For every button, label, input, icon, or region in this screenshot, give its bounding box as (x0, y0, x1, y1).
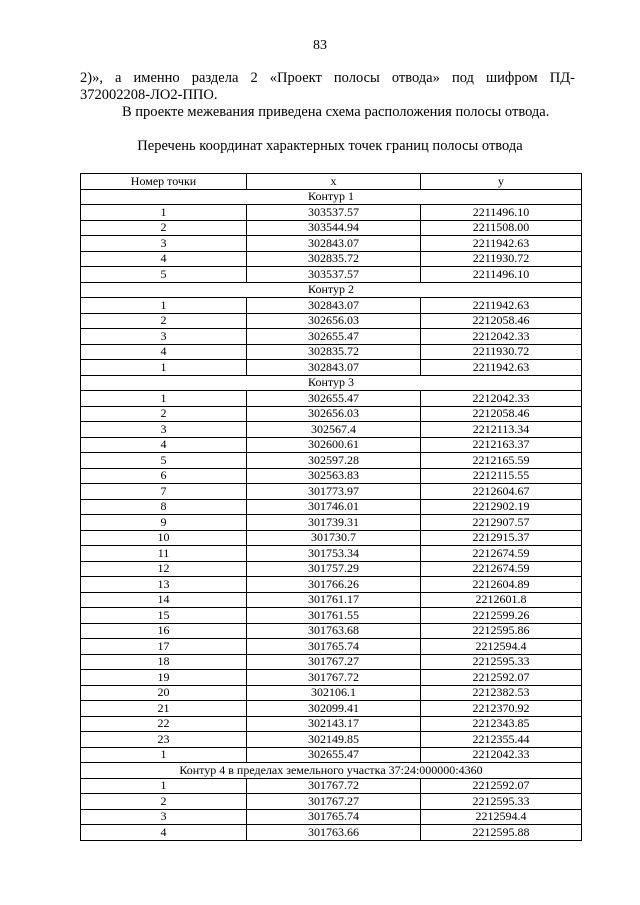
table-row (81, 794, 582, 810)
cell-x: 301765.74 (247, 809, 421, 825)
section-title: Контур 4 в пределах земельного участка 37:24:000000:4360 (81, 763, 582, 779)
cell-y: 2211930.72 (421, 344, 582, 360)
table-row (81, 360, 582, 376)
cell-y: 2212915.37 (421, 530, 582, 546)
cell-x: 302143.17 (247, 716, 421, 732)
cell-y: 2212592.07 (421, 778, 582, 794)
cell-x: 302843.07 (247, 236, 421, 252)
cell-y: 2211942.63 (421, 236, 582, 252)
cell-point-number: 12 (81, 561, 247, 577)
section-title: Контур 1 (81, 189, 582, 205)
table-row (81, 313, 582, 329)
cell-point-number: 2 (81, 220, 247, 236)
cell-point-number: 23 (81, 732, 247, 748)
cell-point-number: 5 (81, 453, 247, 469)
table-row (81, 561, 582, 577)
cell-point-number: 11 (81, 546, 247, 562)
cell-x: 302843.07 (247, 298, 421, 314)
cell-y: 2212113.34 (421, 422, 582, 438)
cell-point-number: 4 (81, 825, 247, 841)
table-row (81, 654, 582, 670)
cell-y: 2212604.67 (421, 484, 582, 500)
coordinates-table (80, 173, 582, 841)
cell-x: 301765.74 (247, 639, 421, 655)
table-row (81, 267, 582, 283)
cell-point-number: 4 (81, 437, 247, 453)
table-row (81, 809, 582, 825)
header-point-number: Номер точки (81, 174, 247, 190)
cell-x: 302149.85 (247, 732, 421, 748)
intro-paragraph (80, 70, 575, 104)
table-row (81, 422, 582, 438)
cell-y: 2211942.63 (421, 360, 582, 376)
cell-point-number: 7 (81, 484, 247, 500)
cell-y: 2212674.59 (421, 546, 582, 562)
cell-point-number: 2 (81, 794, 247, 810)
cell-y: 2212592.07 (421, 670, 582, 686)
cell-point-number: 1 (81, 391, 247, 407)
cell-point-number: 22 (81, 716, 247, 732)
table-row (81, 701, 582, 717)
section-header-row (81, 282, 582, 298)
table-row (81, 236, 582, 252)
cell-point-number: 9 (81, 515, 247, 531)
cell-x: 302563.83 (247, 468, 421, 484)
cell-x: 301746.01 (247, 499, 421, 515)
section-header-row (81, 189, 582, 205)
cell-x: 301767.72 (247, 778, 421, 794)
cell-y: 2212163.37 (421, 437, 582, 453)
section-header-row (81, 375, 582, 391)
cell-point-number: 1 (81, 778, 247, 794)
cell-x: 302597.28 (247, 453, 421, 469)
cell-point-number: 3 (81, 236, 247, 252)
cell-x: 302655.47 (247, 391, 421, 407)
survey-paragraph: В проекте межевания приведена схема расположения полосы отвода. (122, 104, 550, 120)
table-row (81, 406, 582, 422)
table-row (81, 577, 582, 593)
cell-x: 301767.72 (247, 670, 421, 686)
cell-y: 2211496.10 (421, 205, 582, 221)
cell-point-number: 18 (81, 654, 247, 670)
cell-point-number: 1 (81, 298, 247, 314)
cell-point-number: 15 (81, 608, 247, 624)
intro-paragraph-line-1: 2)», а именно раздела 2 «Проект полосы отвода» под шифром ПД- (80, 70, 575, 86)
cell-y: 2211930.72 (421, 251, 582, 267)
cell-x: 302106.1 (247, 685, 421, 701)
cell-x: 301739.31 (247, 515, 421, 531)
cell-y: 2212595.86 (421, 623, 582, 639)
cell-point-number: 10 (81, 530, 247, 546)
cell-y: 2212370.92 (421, 701, 582, 717)
cell-x: 302567.4 (247, 422, 421, 438)
cell-point-number: 4 (81, 251, 247, 267)
cell-x: 301773.97 (247, 484, 421, 500)
cell-y: 2212604.89 (421, 577, 582, 593)
cell-x: 301763.66 (247, 825, 421, 841)
table-row (81, 484, 582, 500)
cell-x: 302843.07 (247, 360, 421, 376)
cell-point-number: 14 (81, 592, 247, 608)
table-row (81, 515, 582, 531)
cell-y: 2212594.4 (421, 639, 582, 655)
coordinates-table-body (81, 189, 582, 840)
header-x: x (247, 174, 421, 190)
cell-x: 302656.03 (247, 406, 421, 422)
cell-point-number: 3 (81, 329, 247, 345)
cell-y: 2212595.33 (421, 794, 582, 810)
table-row (81, 530, 582, 546)
table-row (81, 747, 582, 763)
cell-x: 302600.61 (247, 437, 421, 453)
header-y: y (421, 174, 582, 190)
section-title: Контур 3 (81, 375, 582, 391)
table-row (81, 623, 582, 639)
cell-y: 2212382.53 (421, 685, 582, 701)
table-row (81, 453, 582, 469)
page-number: 83 (313, 38, 327, 53)
cell-point-number: 3 (81, 422, 247, 438)
cell-point-number: 16 (81, 623, 247, 639)
cell-y: 2212674.59 (421, 561, 582, 577)
cell-x: 302835.72 (247, 344, 421, 360)
cell-point-number: 21 (81, 701, 247, 717)
section-title: Контур 2 (81, 282, 582, 298)
cell-point-number: 2 (81, 406, 247, 422)
table-row (81, 344, 582, 360)
cell-x: 302099.41 (247, 701, 421, 717)
table-row (81, 608, 582, 624)
cell-point-number: 19 (81, 670, 247, 686)
table-row (81, 546, 582, 562)
cell-x: 301761.55 (247, 608, 421, 624)
table-row (81, 592, 582, 608)
table-row (81, 391, 582, 407)
section-header-row (81, 763, 582, 779)
cell-y: 2212058.46 (421, 313, 582, 329)
cell-y: 2211942.63 (421, 298, 582, 314)
cell-y: 2212907.57 (421, 515, 582, 531)
cell-x: 302655.47 (247, 747, 421, 763)
cell-x: 301767.27 (247, 794, 421, 810)
cell-x: 301767.27 (247, 654, 421, 670)
cell-y: 2211508.00 (421, 220, 582, 236)
cell-y: 2212042.33 (421, 329, 582, 345)
cell-point-number: 5 (81, 267, 247, 283)
table-row (81, 499, 582, 515)
cell-point-number: 1 (81, 360, 247, 376)
cell-point-number: 1 (81, 747, 247, 763)
table-row (81, 251, 582, 267)
cell-y: 2212601.8 (421, 592, 582, 608)
cell-point-number: 6 (81, 468, 247, 484)
cell-point-number: 2 (81, 313, 247, 329)
table-row (81, 468, 582, 484)
cell-y: 2212594.4 (421, 809, 582, 825)
cell-x: 302655.47 (247, 329, 421, 345)
table-row (81, 205, 582, 221)
cell-x: 302656.03 (247, 313, 421, 329)
cell-y: 2212599.26 (421, 608, 582, 624)
table-row (81, 639, 582, 655)
cell-y: 2212058.46 (421, 406, 582, 422)
cell-x: 301763.68 (247, 623, 421, 639)
cell-x: 303537.57 (247, 267, 421, 283)
table-row (81, 778, 582, 794)
cell-point-number: 17 (81, 639, 247, 655)
cell-point-number: 20 (81, 685, 247, 701)
cell-point-number: 13 (81, 577, 247, 593)
cell-y: 2212115.55 (421, 468, 582, 484)
cell-point-number: 8 (81, 499, 247, 515)
cell-y: 2212042.33 (421, 391, 582, 407)
table-header-row (81, 174, 582, 190)
cell-y: 2212343.85 (421, 716, 582, 732)
cell-x: 301761.17 (247, 592, 421, 608)
table-row (81, 437, 582, 453)
cell-y: 2212165.59 (421, 453, 582, 469)
cell-x: 301753.34 (247, 546, 421, 562)
table-row (81, 298, 582, 314)
table-row (81, 825, 582, 841)
cell-y: 2212595.88 (421, 825, 582, 841)
cell-x: 303544.94 (247, 220, 421, 236)
table-row (81, 329, 582, 345)
table-row (81, 685, 582, 701)
intro-paragraph-line-2: 372002208-ЛО2-ППО. (80, 87, 218, 103)
table-row (81, 220, 582, 236)
cell-y: 2212902.19 (421, 499, 582, 515)
table-row (81, 716, 582, 732)
cell-x: 303537.57 (247, 205, 421, 221)
table-title: Перечень координат характерных точек границ полосы отвода (137, 138, 523, 154)
table-row (81, 670, 582, 686)
cell-x: 302835.72 (247, 251, 421, 267)
cell-point-number: 3 (81, 809, 247, 825)
cell-x: 301757.29 (247, 561, 421, 577)
table-row (81, 732, 582, 748)
cell-x: 301766.26 (247, 577, 421, 593)
cell-y: 2212355.44 (421, 732, 582, 748)
cell-y: 2212595.33 (421, 654, 582, 670)
cell-point-number: 4 (81, 344, 247, 360)
cell-y: 2211496.10 (421, 267, 582, 283)
cell-x: 301730.7 (247, 530, 421, 546)
cell-y: 2212042.33 (421, 747, 582, 763)
cell-point-number: 1 (81, 205, 247, 221)
